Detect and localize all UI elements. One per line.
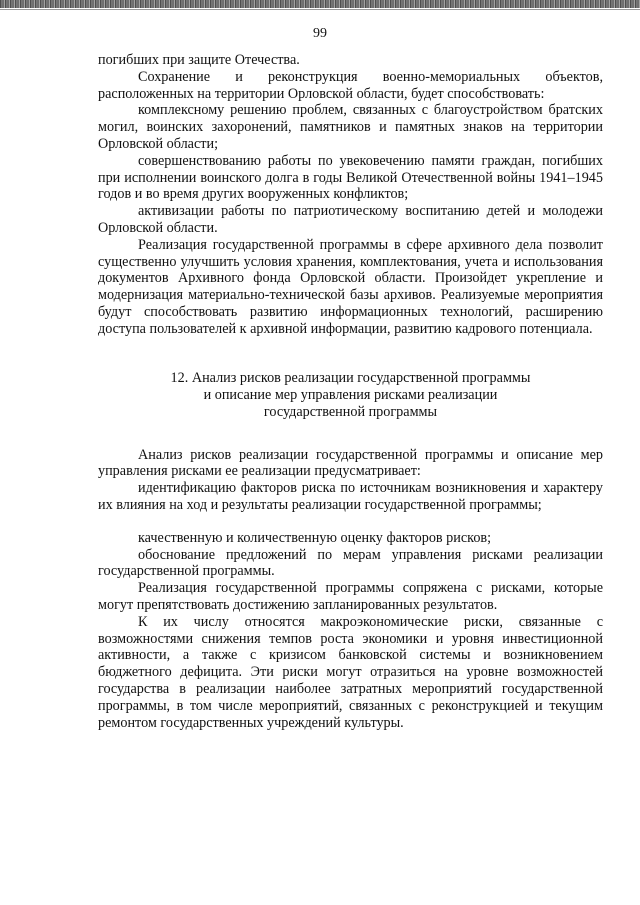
section-heading-line: государственной программы xyxy=(263,403,438,420)
document-body xyxy=(98,52,603,731)
list-item: активизации работы по патриотическому воспитанию детей и молодежи Орловской области. xyxy=(98,203,603,236)
section-heading xyxy=(98,370,603,421)
paragraph: К их числу относятся макроэкономические риски, связанные с возможностями снижения темпов роста экономики и уровня инвестиционной активности, а также с кризисом банковской системы и возникновением бюджетного дефицита. Эти риски могут отразиться на уровне возможностей государства в реализации наиболее затратных мероприятий государственной программы, в том числе мероприятий, связанных с реконструкцией и текущим ремонтом государственных учреждений культуры. xyxy=(98,613,603,731)
section-heading-line: 12. Анализ рисков реализации государственной программы xyxy=(170,369,531,386)
paragraph: Сохранение и реконструкция военно-мемориальных объектов, расположенных на территории Орловской области, будет способствовать: xyxy=(98,68,603,102)
list-item: совершенствованию работы по увековечению памяти граждан, погибших при исполнении воинского долга в годы Великой Отечественной войны 1941–1945 годов и во время других вооруженных конфликтов; xyxy=(98,152,603,203)
paragraph: погибших при защите Отечества. xyxy=(98,52,300,68)
paragraph: Реализация государственной программы сопряжена с рисками, которые могут препятствовать достижению запланированных результатов. xyxy=(98,580,603,613)
list-item: качественную и количественную оценку факторов рисков; xyxy=(138,529,492,546)
section-heading-line: и описание мер управления рисками реализации xyxy=(203,386,498,403)
list-item: комплексному решению проблем, связанных с благоустройством братских могил, воинских захоронений, памятников и памятных знаков на территории Орловской области; xyxy=(98,102,603,152)
list-item: обоснование предложений по мерам управления рисками реализации государственной программы. xyxy=(98,546,603,580)
scan-edge-artifact xyxy=(0,0,640,8)
scan-divider-line xyxy=(0,9,640,10)
paragraph: Анализ рисков реализации государственной программы и описание мер управления рисками ее реализации предусматривает: xyxy=(98,446,603,480)
page-number: 99 xyxy=(313,26,327,41)
list-item: идентификацию факторов риска по источникам возникновения и характеру их влияния на ход и результаты реализации государственной программы; xyxy=(98,480,603,513)
paragraph: Реализация государственной программы в сфере архивного дела позволит существенно улучшить условия хранения, комплектования, учета и использования документов Архивного фонда Орловской области. Произойдет укрепление и модернизация материально-технической базы архивов. Реализуемые мероприятия будут способствовать развитию информационных технологий, расширению доступа пользователей к архивной информации, развитию кадрового потенциала. xyxy=(98,236,603,337)
